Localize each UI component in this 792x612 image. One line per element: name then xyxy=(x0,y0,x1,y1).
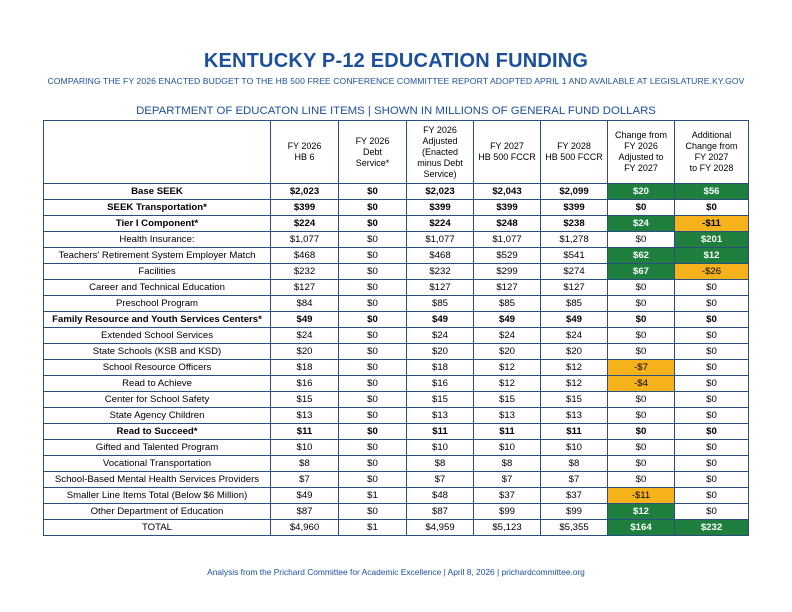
value-cell: $399 xyxy=(407,200,474,216)
change-2027-2028-cell: $12 xyxy=(675,248,749,264)
column-header-line: (Enacted xyxy=(421,146,459,157)
value-cell: $299 xyxy=(474,264,541,280)
table-row xyxy=(44,520,749,536)
value-cell: $399 xyxy=(271,200,339,216)
change-2026-2027-cell: -$11 xyxy=(608,488,675,504)
section-title: DEPARTMENT OF EDUCATON LINE ITEMS | SHOWN IN MILLIONS OF GENERAL FUND DOLLARS xyxy=(136,105,656,117)
change-2026-2027-cell: $0 xyxy=(608,232,675,248)
value-cell: $13 xyxy=(474,408,541,424)
value-cell: $1,278 xyxy=(541,232,608,248)
value-cell: $12 xyxy=(541,360,608,376)
value-cell: $468 xyxy=(407,248,474,264)
value-cell: $15 xyxy=(407,392,474,408)
value-cell: $11 xyxy=(541,424,608,440)
value-cell: $4,960 xyxy=(271,520,339,536)
value-cell: $8 xyxy=(474,456,541,472)
change-2026-2027-cell: $24 xyxy=(608,216,675,232)
value-cell: $0 xyxy=(339,328,407,344)
change-2027-2028-cell: $0 xyxy=(675,456,749,472)
row-label: Extended School Services xyxy=(44,328,271,344)
change-2027-2028-cell: $0 xyxy=(675,344,749,360)
change-2026-2027-cell: $0 xyxy=(608,200,675,216)
table-row xyxy=(44,456,749,472)
value-cell: $15 xyxy=(474,392,541,408)
change-2026-2027-cell: $0 xyxy=(608,392,675,408)
value-cell: $0 xyxy=(339,344,407,360)
value-cell: $49 xyxy=(407,312,474,328)
value-cell: $20 xyxy=(474,344,541,360)
value-cell: $529 xyxy=(474,248,541,264)
change-2027-2028-cell: $56 xyxy=(675,184,749,200)
change-2027-2028-cell: $0 xyxy=(675,440,749,456)
table-row xyxy=(44,232,749,248)
value-cell: $8 xyxy=(407,456,474,472)
table-row xyxy=(44,280,749,296)
change-2027-2028-cell: $232 xyxy=(675,520,749,536)
value-cell: $4,959 xyxy=(407,520,474,536)
value-cell: $127 xyxy=(474,280,541,296)
value-cell: $12 xyxy=(474,360,541,376)
column-header xyxy=(541,121,608,184)
value-cell: $10 xyxy=(541,440,608,456)
row-label: Base SEEK xyxy=(44,184,271,200)
value-cell: $12 xyxy=(541,376,608,392)
value-cell: $1 xyxy=(339,520,407,536)
value-cell: $0 xyxy=(339,408,407,424)
column-header-line: FY 2026 xyxy=(423,124,457,135)
column-header xyxy=(44,121,271,184)
value-cell: $127 xyxy=(271,280,339,296)
table-row xyxy=(44,312,749,328)
value-cell: $224 xyxy=(407,216,474,232)
column-header xyxy=(608,121,675,184)
table-row xyxy=(44,360,749,376)
value-cell: $18 xyxy=(271,360,339,376)
value-cell: $0 xyxy=(339,312,407,328)
value-cell: $87 xyxy=(271,504,339,520)
column-header-line: Adjusted xyxy=(422,135,458,146)
value-cell: $10 xyxy=(271,440,339,456)
value-cell: $15 xyxy=(271,392,339,408)
row-label: Gifted and Talented Program xyxy=(44,440,271,456)
value-cell: $0 xyxy=(339,200,407,216)
change-2027-2028-cell: $0 xyxy=(675,312,749,328)
table-row xyxy=(44,248,749,264)
table-row xyxy=(44,504,749,520)
value-cell: $37 xyxy=(541,488,608,504)
value-cell: $5,123 xyxy=(474,520,541,536)
change-2027-2028-cell: $201 xyxy=(675,232,749,248)
change-2027-2028-cell: $0 xyxy=(675,200,749,216)
row-label: State Agency Children xyxy=(44,408,271,424)
value-cell: $232 xyxy=(407,264,474,280)
change-2027-2028-cell: $0 xyxy=(675,408,749,424)
column-header-line: Debt xyxy=(362,146,382,157)
change-2027-2028-cell: $0 xyxy=(675,376,749,392)
value-cell: $0 xyxy=(339,296,407,312)
value-cell: $85 xyxy=(407,296,474,312)
row-label: Preschool Program xyxy=(44,296,271,312)
column-header-line: FY 2027 xyxy=(490,141,524,151)
value-cell: $1 xyxy=(339,488,407,504)
column-header-line: HB 6 xyxy=(294,152,315,162)
value-cell: $16 xyxy=(271,376,339,392)
change-2026-2027-cell: $0 xyxy=(608,280,675,296)
row-label: School Resource Officers xyxy=(44,360,271,376)
change-2026-2027-cell: $0 xyxy=(608,424,675,440)
change-2027-2028-cell: $0 xyxy=(675,392,749,408)
change-2027-2028-cell: $0 xyxy=(675,296,749,312)
value-cell: $24 xyxy=(541,328,608,344)
value-cell: $2,099 xyxy=(541,184,608,200)
row-label: Teachers' Retirement System Employer Match xyxy=(44,248,271,264)
change-2027-2028-cell: $0 xyxy=(675,328,749,344)
table-header-row xyxy=(44,121,749,184)
value-cell: $1,077 xyxy=(271,232,339,248)
value-cell: $274 xyxy=(541,264,608,280)
value-cell: $85 xyxy=(474,296,541,312)
row-label: Facilities xyxy=(44,264,271,280)
table-row xyxy=(44,376,749,392)
column-header-line: HB 500 FCCR xyxy=(478,152,536,162)
value-cell: $0 xyxy=(339,424,407,440)
value-cell: $99 xyxy=(474,504,541,520)
column-header-line: minus Debt xyxy=(417,157,463,168)
value-cell: $13 xyxy=(407,408,474,424)
change-2026-2027-cell: $20 xyxy=(608,184,675,200)
value-cell: $49 xyxy=(271,488,339,504)
change-2026-2027-cell: $62 xyxy=(608,248,675,264)
value-cell: $541 xyxy=(541,248,608,264)
change-2027-2028-cell: -$11 xyxy=(675,216,749,232)
change-2026-2027-cell: $0 xyxy=(608,328,675,344)
value-cell: $0 xyxy=(339,392,407,408)
change-2027-2028-cell: $0 xyxy=(675,488,749,504)
value-cell: $0 xyxy=(339,184,407,200)
value-cell: $99 xyxy=(541,504,608,520)
value-cell: $11 xyxy=(407,424,474,440)
change-2026-2027-cell: $0 xyxy=(608,296,675,312)
value-cell: $0 xyxy=(339,360,407,376)
table-body xyxy=(44,184,749,536)
table-row xyxy=(44,424,749,440)
table-row xyxy=(44,440,749,456)
value-cell: $2,043 xyxy=(474,184,541,200)
value-cell: $20 xyxy=(271,344,339,360)
column-header-line: Service) xyxy=(423,168,457,179)
row-label: Other Department of Education xyxy=(44,504,271,520)
column-header-line: FY 2027 xyxy=(694,152,729,162)
table-row xyxy=(44,472,749,488)
column-header-line: FY 2026 xyxy=(624,141,658,151)
row-label: Tier I Component* xyxy=(44,216,271,232)
value-cell: $87 xyxy=(407,504,474,520)
column-header-line: HB 500 FCCR xyxy=(545,152,603,162)
column-header-line: FY 2026 xyxy=(287,141,322,151)
table-row xyxy=(44,488,749,504)
row-label: State Schools (KSB and KSD) xyxy=(44,344,271,360)
change-2027-2028-cell: $0 xyxy=(675,472,749,488)
change-2027-2028-cell: -$26 xyxy=(675,264,749,280)
column-header-line: Change from xyxy=(685,141,738,151)
value-cell: $24 xyxy=(474,328,541,344)
value-cell: $13 xyxy=(541,408,608,424)
value-cell: $12 xyxy=(474,376,541,392)
value-cell: $5,355 xyxy=(541,520,608,536)
value-cell: $0 xyxy=(339,232,407,248)
footer-note: Analysis from the Prichard Committee for Academic Excellence | April 8, 2026 | prichardcommittee.org xyxy=(207,567,585,577)
value-cell: $468 xyxy=(271,248,339,264)
value-cell: $11 xyxy=(474,424,541,440)
value-cell: $0 xyxy=(339,264,407,280)
value-cell: $0 xyxy=(339,248,407,264)
value-cell: $0 xyxy=(339,376,407,392)
column-header xyxy=(407,121,474,184)
value-cell: $7 xyxy=(271,472,339,488)
value-cell: $11 xyxy=(271,424,339,440)
column-header-line: FY 2028 xyxy=(557,141,591,151)
change-2026-2027-cell: $12 xyxy=(608,504,675,520)
value-cell: $399 xyxy=(541,200,608,216)
value-cell: $16 xyxy=(407,376,474,392)
table-row xyxy=(44,296,749,312)
column-header-line: Additional xyxy=(691,130,732,140)
change-2026-2027-cell: $67 xyxy=(608,264,675,280)
change-2027-2028-cell: $0 xyxy=(675,504,749,520)
change-2027-2028-cell: $0 xyxy=(675,280,749,296)
column-header-line: Change from xyxy=(614,130,668,140)
value-cell: $0 xyxy=(339,472,407,488)
value-cell: $8 xyxy=(541,456,608,472)
table-row xyxy=(44,200,749,216)
value-cell: $7 xyxy=(407,472,474,488)
value-cell: $24 xyxy=(271,328,339,344)
change-2026-2027-cell: $0 xyxy=(608,472,675,488)
row-label: TOTAL xyxy=(44,520,271,536)
column-header-line: Adjusted to xyxy=(618,152,664,162)
value-cell: $18 xyxy=(407,360,474,376)
value-cell: $0 xyxy=(339,504,407,520)
value-cell: $0 xyxy=(339,440,407,456)
value-cell: $7 xyxy=(541,472,608,488)
column-header-line: Service* xyxy=(355,157,390,168)
table-row xyxy=(44,216,749,232)
row-label: Smaller Line Items Total (Below $6 Million) xyxy=(44,488,271,504)
page-title: KENTUCKY P-12 EDUCATION FUNDING xyxy=(203,50,589,72)
value-cell: $15 xyxy=(541,392,608,408)
change-2026-2027-cell: $0 xyxy=(608,344,675,360)
row-label: Read to Succeed* xyxy=(44,424,271,440)
column-header xyxy=(675,121,749,184)
value-cell: $127 xyxy=(407,280,474,296)
value-cell: $85 xyxy=(541,296,608,312)
table-row xyxy=(44,184,749,200)
row-label: School-Based Mental Health Services Providers xyxy=(44,472,271,488)
value-cell: $10 xyxy=(474,440,541,456)
funding-table xyxy=(43,120,749,536)
change-2027-2028-cell: $0 xyxy=(675,424,749,440)
value-cell: $2,023 xyxy=(407,184,474,200)
value-cell: $399 xyxy=(474,200,541,216)
row-label: Career and Technical Education xyxy=(44,280,271,296)
change-2026-2027-cell: $0 xyxy=(608,440,675,456)
row-label: Read to Achieve xyxy=(44,376,271,392)
table-row xyxy=(44,408,749,424)
value-cell: $84 xyxy=(271,296,339,312)
column-header xyxy=(271,121,339,184)
row-label: SEEK Transportation* xyxy=(44,200,271,216)
value-cell: $0 xyxy=(339,456,407,472)
change-2027-2028-cell: $0 xyxy=(675,360,749,376)
value-cell: $8 xyxy=(271,456,339,472)
value-cell: $232 xyxy=(271,264,339,280)
value-cell: $49 xyxy=(541,312,608,328)
page-subtitle: COMPARING THE FY 2026 ENACTED BUDGET TO THE HB 500 FREE CONFERENCE COMMITTEE REPORT ADOPTED APRIL 1 AND AVAILABLE AT LEGISLATURE.KY.GOV xyxy=(47,76,745,86)
value-cell: $20 xyxy=(541,344,608,360)
table-row xyxy=(44,344,749,360)
value-cell: $20 xyxy=(407,344,474,360)
change-2026-2027-cell: $0 xyxy=(608,408,675,424)
row-label: Family Resource and Youth Services Centers* xyxy=(44,312,271,328)
value-cell: $127 xyxy=(541,280,608,296)
change-2026-2027-cell: $0 xyxy=(608,312,675,328)
value-cell: $24 xyxy=(407,328,474,344)
row-label: Vocational Transportation xyxy=(44,456,271,472)
row-label: Center for School Safety xyxy=(44,392,271,408)
value-cell: $48 xyxy=(407,488,474,504)
value-cell: $49 xyxy=(474,312,541,328)
table-row xyxy=(44,328,749,344)
table-row xyxy=(44,264,749,280)
column-header xyxy=(339,121,407,184)
value-cell: $248 xyxy=(474,216,541,232)
value-cell: $7 xyxy=(474,472,541,488)
value-cell: $13 xyxy=(271,408,339,424)
value-cell: $2,023 xyxy=(271,184,339,200)
value-cell: $0 xyxy=(339,216,407,232)
change-2026-2027-cell: -$7 xyxy=(608,360,675,376)
value-cell: $0 xyxy=(339,280,407,296)
value-cell: $1,077 xyxy=(474,232,541,248)
value-cell: $238 xyxy=(541,216,608,232)
row-label: Health Insurance: xyxy=(44,232,271,248)
change-2026-2027-cell: $0 xyxy=(608,456,675,472)
column-header-line: FY 2027 xyxy=(624,163,658,173)
column-header xyxy=(474,121,541,184)
value-cell: $37 xyxy=(474,488,541,504)
value-cell: $1,077 xyxy=(407,232,474,248)
value-cell: $224 xyxy=(271,216,339,232)
value-cell: $49 xyxy=(271,312,339,328)
column-header-line: FY 2026 xyxy=(355,135,390,146)
value-cell: $10 xyxy=(407,440,474,456)
change-2026-2027-cell: -$4 xyxy=(608,376,675,392)
table-row xyxy=(44,392,749,408)
column-header-line: to FY 2028 xyxy=(689,163,734,173)
change-2026-2027-cell: $164 xyxy=(608,520,675,536)
